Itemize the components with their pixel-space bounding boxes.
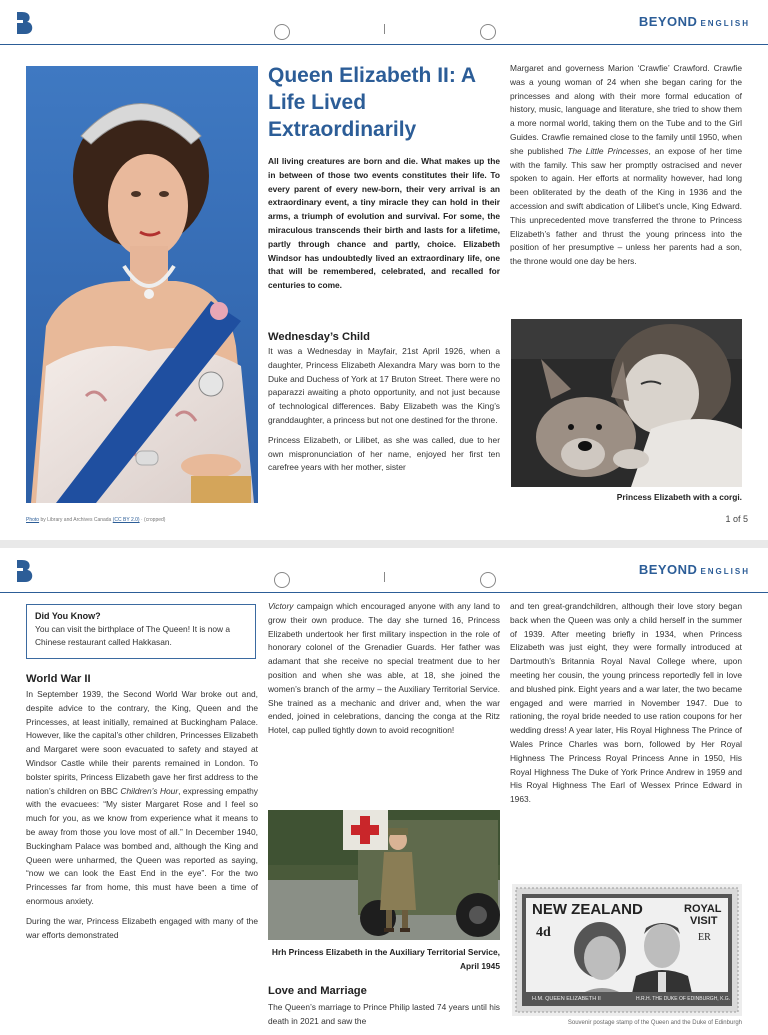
page-header	[0, 0, 768, 46]
paragraph	[268, 600, 500, 738]
ww2-text	[26, 688, 258, 948]
credit-crop: · (cropped)	[139, 517, 166, 523]
paragraph: Princess Elizabeth, or Lilibet, as she was called, due to her own mispronunciation of her name, enjoyed her first ten carefree years with her mother, sister	[268, 434, 500, 473]
stamp-country: NEW ZEALAND	[532, 901, 643, 918]
brand-wordmark	[639, 562, 750, 577]
text-span: , expressing empathy with the evacuees: “My sister Margaret Rose and I feel so much for you, as we know from experience what it means to be away from those you love most of all.” In December 1940, Buckingham Palace was bombed and, although the King and Queen were unharmed, the Queen was reported as saying, “now we can look the East End in the eye”. For the two Princesses far from home, this must have been a time of enormous anxiety.	[26, 785, 258, 906]
ww2-heading-wrap	[26, 673, 91, 685]
wednesday-text	[268, 345, 500, 481]
binder-hole-icon	[274, 24, 290, 40]
brand-suffix: ENGLISH	[700, 19, 750, 28]
section-heading: World War II	[26, 673, 91, 685]
campaign-name: Victory	[268, 601, 294, 611]
stamp-value: 4d	[536, 925, 551, 940]
corgi-caption: Princess Elizabeth with a corgi.	[616, 492, 742, 502]
royal-family-text	[510, 600, 742, 813]
auxiliary-service-photo-image	[268, 810, 500, 940]
text-span: campaign which encouraged anyone with any land to grow their own produce. The day she turned 16, Princess Elizabeth undertook her first military inspection in the role of honorary colonel of the Grenadier Guards. Her father was adamant that she receive no special treatment due to her position and when she was able, at 18, she joined the women’s branch of the army – the Auxiliary Territorial Service. She trained as a mechanic and driver and, when the war ended, joined in celebrations, dancing the conga at the Ritz Hotel, cap pulled tightly down to avoid recognition!	[268, 601, 500, 736]
stamp-visit: VISIT	[690, 915, 718, 927]
stamp-royal: ROYAL	[684, 903, 722, 915]
paragraph: During the war, Princess Elizabeth engaged with many of the war efforts demonstrated	[26, 915, 258, 940]
stamp-caption-left: H.M. QUEEN ELIZABETH II	[532, 996, 601, 1002]
love-text	[268, 1001, 500, 1035]
text-span: Margaret and governess Marion ‘Crawfie’ Crawford. Crawfie was a young woman of 24 when she began caring for the princesses and along with their more formal education of history, music, language and literature, she tried to show them a more normal world, taking them on the Tube and to the Girl Guides. Crawfie remained close to the family until 1950, when she published	[510, 63, 742, 156]
binder-hole-icon	[480, 24, 496, 40]
victory-text	[268, 600, 500, 744]
article-title: Queen Elizabeth II: A Life Lived Extraordinarily	[268, 64, 476, 141]
paragraph: It was a Wednesday in Mayfair, 21st April 1926, when a daughter, Princess Elizabeth Alexandra Mary was born to the Duke and Duchess of York at 17 Bruton Street. There were no paparazzi awaiting a photo opportunity, and not just because of technological differences. Baby Elizabeth was the King’s granddaughter, a princess but not one destined for the throne.	[268, 346, 500, 425]
brand-name: BEYOND	[638, 562, 698, 577]
paragraph	[510, 62, 742, 269]
beyond-logo-icon	[14, 558, 34, 584]
header-rule	[0, 592, 768, 593]
show-title: Children’s Hour	[120, 785, 179, 796]
section-heading: Love and Marriage	[268, 985, 367, 997]
crawfie-text	[510, 62, 742, 275]
credit-by: by Library and Archives Canada	[39, 517, 113, 523]
book-title: The Little Princesses	[567, 145, 649, 156]
header-rule	[0, 44, 768, 45]
stamp-er: ER	[698, 932, 711, 943]
lead-paragraph: All living creatures are born and die. What makes up the in between of those two events constitutes their life. To every parent of every new-born, their very arrival is an extraordinary event, a tiny miracle they can hold in their arms, a triumph of evolution and survival. For some, the miraculous transcends their birth and lasts for a lifetime, partly through chance and partly, choice. Elizabeth Windsor has undoubtedly lived an extraordinary life, one that will be remembered, celebrated, and recalled for centuries to come.	[268, 156, 500, 291]
brand-name: BEYOND	[638, 14, 698, 29]
auxiliary-service-caption: Hrh Princess Elizabeth in the Auxiliary Territorial Service, April 1945	[271, 947, 500, 971]
stamp-caption: Souvenir postage stamp of the Queen and the Duke of Edinburgh	[567, 1020, 742, 1026]
binder-hole-icon	[480, 572, 496, 588]
binder-hole-icon	[274, 572, 290, 588]
photo-link[interactable]: Photo	[26, 517, 40, 523]
page-divider	[0, 540, 768, 548]
paragraph	[26, 688, 258, 909]
royal-visit-stamp-image	[512, 884, 742, 1016]
brand-wordmark	[639, 14, 750, 29]
stamp-caption-right: H.R.H. THE DUKE OF EDINBURGH, K.G.	[636, 996, 731, 1002]
brand-suffix: ENGLISH	[700, 567, 750, 576]
photo-credit	[26, 517, 165, 523]
paragraph: The Queen’s marriage to Prince Philip lasted 74 years until his death in 2021 and saw the	[268, 1002, 500, 1026]
corgi-photo-image	[511, 319, 742, 487]
love-heading-wrap	[268, 985, 367, 997]
did-you-know-body: You can visit the birthplace of The Queen! It is now a Chinese restaurant called Hakkasan.	[35, 624, 231, 647]
did-you-know-box	[26, 604, 256, 659]
beyond-logo-icon	[14, 10, 34, 36]
did-you-know-title: Did You Know?	[35, 611, 101, 621]
page-header	[0, 548, 768, 594]
paragraph: and ten great-grandchildren, although their love story began back when the Queen was only a child herself in the summer of 1939. After meeting briefly in 1934, when Princess Elizabeth was just eight, they were formally introduced at Dartmouth’s Britannia Royal Naval College where, upon meeting her cousin, the young princess reportedly fell in love and blushed pink. Eight years and a war later, the two became engaged and were married in November 1947. Due to rationing, the royal bride needed to use ration coupons for her wedding dress! A year later, His Royal Highness The Prince of Wales Prince Charles was born, followed by Her Royal Highness The Princess Royal Princess Anne in 1950, His Royal Highness The Duke of York Prince Andrew in 1959 and His Royal Highness The Earl of Wessex Prince Edward in 1963.	[510, 601, 742, 805]
wednesday-heading-wrap	[268, 331, 370, 343]
page-2	[0, 548, 768, 1024]
center-mark	[384, 24, 385, 34]
section-heading: Wednesday’s Child	[268, 331, 370, 343]
text-span: In September 1939, the Second World War broke out and, despite advice to the contrary, the King, Queen and the Princesses, at least initially, remained at Buckingham Palace. However, like the capital’s other children, Princesses Elizabeth and Margaret were soon evacuated to safety and stayed at Windsor Castle while their parents remained in London. To bolster spirits, Princess Elizabeth gave her first address to the nation’s children on BBC	[26, 689, 258, 796]
center-mark	[384, 572, 385, 582]
text-span: , an expose of her time with the family. This saw her promptly ostracised and never spoken to again. Her efforts at normality however, had long been obliterated by the death of the King in 1936 and the accession and swift abdication of Lilibet’s uncle, King Edward. This unprecedented move transferred the throne to Princess Elizabeth’s father and thrust the young princess into the position of her presumptive – unless her parents had a son, the throne would one day be hers.	[510, 145, 742, 267]
license-link[interactable]: (CC BY 2.0)	[112, 517, 140, 523]
page-number: 1 of 5	[725, 514, 748, 524]
queen-portrait-image	[26, 66, 258, 503]
